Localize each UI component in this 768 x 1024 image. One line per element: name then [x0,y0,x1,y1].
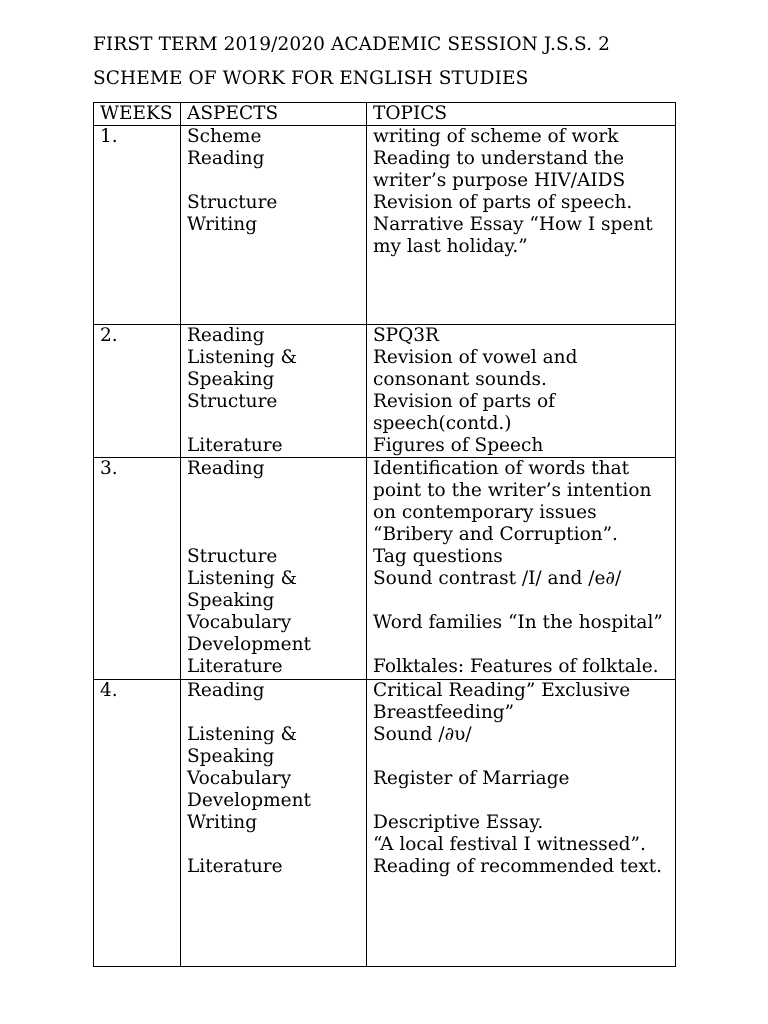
aspect-line: Listening & [187,724,298,745]
aspect-line: Structure [187,546,278,567]
aspect-line: Reading [187,680,265,701]
week-number: 1. [94,126,181,325]
topic-line: Register of Marriage [373,768,570,789]
topic-line: Revision of vowel and [373,347,578,368]
aspect-line [187,480,366,502]
aspect-line: Reading [187,458,265,479]
aspect-line: Writing [187,812,258,833]
aspects-cell [181,126,367,325]
week-number: 4. [94,680,181,967]
week-number: 3. [94,458,181,680]
table-row [94,458,676,680]
aspect-line: Listening & [187,568,298,589]
aspect-line [187,702,366,724]
topic-line: Tag questions [373,546,503,567]
aspect-line: Literature [187,856,283,877]
aspect-line: Literature [187,435,283,456]
topic-line: Identification of words that [373,458,630,479]
week-number: 2. [94,325,181,458]
aspect-line: Listening & [187,347,298,368]
topic-line: Revision of parts of speech. [373,192,633,213]
table-header-row [94,103,676,126]
aspect-line [187,524,366,546]
aspect-line: Speaking [187,369,275,390]
scheme-of-work-table [93,102,676,967]
aspect-line: Vocabulary [187,612,292,633]
topic-line: Reading to understand the [373,148,625,169]
aspect-line: Vocabulary [187,768,292,789]
aspect-line [187,413,366,435]
aspect-line: Speaking [187,590,275,611]
topic-line: speech(contd.) [373,413,512,434]
table-row [94,325,676,458]
topic-line: consonant sounds. [373,369,547,390]
topic-line: Figures of Speech [373,435,544,456]
aspect-line [187,834,366,856]
topic-line: Critical Reading” Exclusive [373,680,631,701]
topic-line: Sound /∂υ/ [373,724,472,745]
topic-line [373,746,675,768]
aspect-line: Writing [187,214,258,235]
topic-line [373,634,675,656]
topic-line: Descriptive Essay. [373,812,544,833]
aspect-line: Reading [187,325,265,346]
aspect-line: Scheme [187,126,262,147]
aspects-cell [181,680,367,967]
topics-cell [367,680,676,967]
topic-line: writer’s purpose HIV/AIDS [373,170,626,191]
topics-cell [367,126,676,325]
aspects-cell [181,325,367,458]
aspect-line: Speaking [187,746,275,767]
topic-line: Narrative Essay “How I spent [373,214,653,235]
aspect-line: Development [187,790,311,811]
table-row [94,680,676,967]
aspect-line: Literature [187,656,283,677]
topic-line: writing of scheme of work [373,126,619,147]
topic-line: Sound contrast /I/ and /e∂/ [373,568,622,589]
aspect-line: Structure [187,391,278,412]
table-row [94,126,676,325]
topic-line: my last holiday.” [373,236,528,257]
aspect-line [187,170,366,192]
aspect-line: Reading [187,148,265,169]
topic-line: on contemporary issues [373,502,597,523]
topics-cell [367,458,676,680]
aspects-cell [181,458,367,680]
topic-line: Revision of parts of [373,391,555,412]
aspect-line [187,502,366,524]
topic-line: Folktales: Features of folktale. [373,656,659,677]
aspect-line: Structure [187,192,278,213]
document-title: FIRST TERM 2019/2020 ACADEMIC SESSION J.S.S. 2 [93,34,610,55]
topic-line: point to the writer’s intention [373,480,652,501]
topics-cell [367,325,676,458]
topic-line: SPQ3R [373,325,439,346]
topic-line [373,590,675,612]
document-subtitle: SCHEME OF WORK FOR ENGLISH STUDIES [93,68,529,89]
topic-line: Word families “In the hospital” [373,612,663,633]
topic-line [373,790,675,812]
topic-line: Reading of recommended text. [373,856,663,877]
header-topics: TOPICS [367,103,676,126]
topic-line: “A local festival I witnessed”. [373,834,646,855]
header-aspects: ASPECTS [181,103,367,126]
aspect-line: Development [187,634,311,655]
topic-line: “Bribery and Corruption”. [373,524,618,545]
header-weeks: WEEKS [94,103,181,126]
topic-line: Breastfeeding” [373,702,515,723]
